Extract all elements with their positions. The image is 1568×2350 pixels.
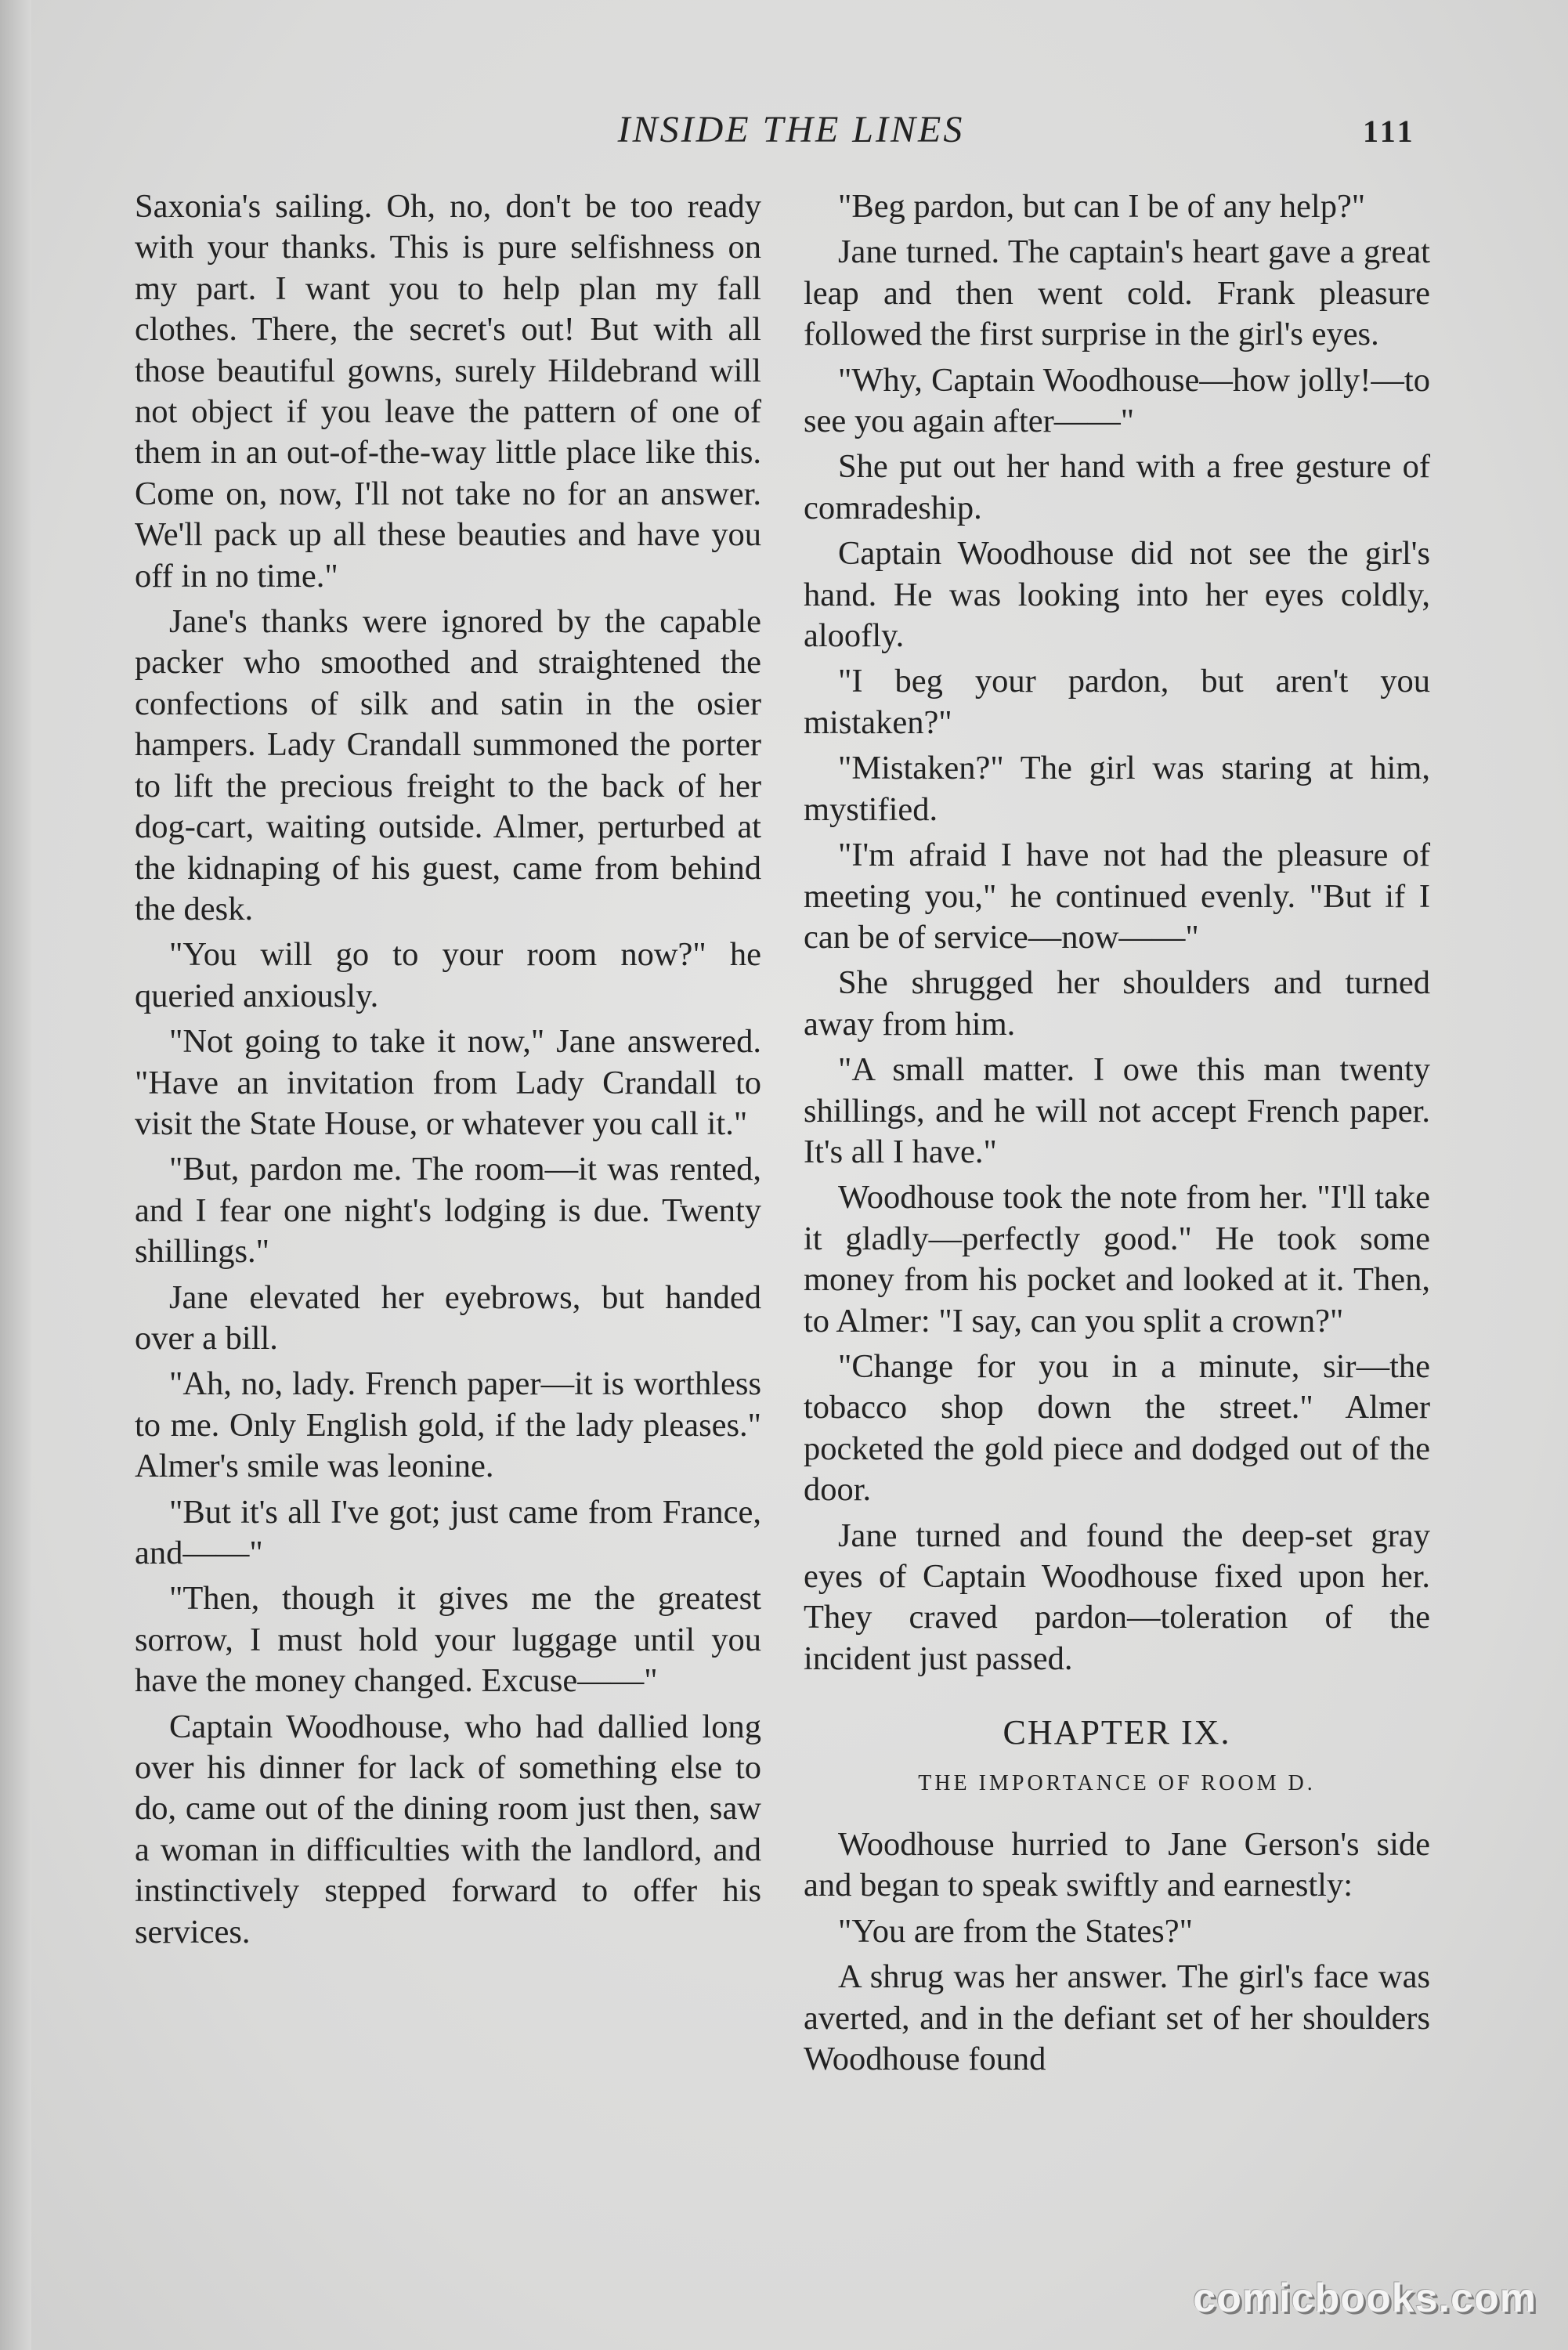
paragraph: Woodhouse took the note from her. "I'll take it gladly—perfectly good." He took some money from his pocket and looked at it. Then, to Almer: "I say, can you split a crown?"	[804, 1179, 1430, 1340]
paragraph: "Beg pardon, but can I be of any help?"	[838, 188, 1366, 225]
paragraph: "Change for you in a minute, sir—the tobacco shop down the street." Almer pocketed the gold piece and dodged out of the door.	[804, 1347, 1430, 1509]
page-binding-edge	[0, 0, 31, 2350]
paragraph: "Why, Captain Woodhouse—how jolly!—to see you again after——"	[804, 361, 1430, 440]
chapter-heading: CHAPTER IX.	[1003, 1713, 1231, 1752]
paragraph: She put out her hand with a free gesture of comradeship.	[804, 448, 1430, 526]
paragraph: "Ah, no, lady. French paper—it is worthless to me. Only English gold, if the lady pleases." Almer's smile was leonine.	[135, 1365, 761, 1485]
paragraph: Jane turned and found the deep-set gray eyes of Captain Woodhouse fixed upon her. They craved pardon—toleration of the incident just passed.	[804, 1517, 1430, 1677]
watermark-logo: comicbooks.com	[1193, 2276, 1537, 2321]
paragraph: "But, pardon me. The room—it was rented, and I fear one night's lodging is due. Twenty shillings."	[135, 1151, 761, 1271]
paragraph: Saxonia's sailing. Oh, no, don't be too ready with your thanks. This is pure selfishness on my part. I want you to help plan my fall clothes. There, the secret's out! But with all those beautiful gowns, surely Hildebrand will not object if you leave the pattern of one of them in an out-of-the-way little place like this. Come on, now, I'll not take no for an answer. We'll pack up all these beauties and have you off in no time."	[135, 188, 761, 595]
page-header	[0, 108, 1568, 155]
running-title: INSIDE THE LINES	[617, 109, 965, 150]
paragraph: Jane elevated her eyebrows, but handed over a bill.	[135, 1278, 761, 1357]
paragraph: Captain Woodhouse, who had dallied long over his dinner for lack of something else to do, came out of the dining room just then, saw a woman in difficulties with the landlord, and instinctively stepped forward to offer his services.	[135, 1708, 761, 1950]
left-column	[135, 186, 761, 1958]
paragraph: "Then, though it gives me the greatest sorrow, I must hold your luggage until you have the money changed. Excuse——"	[135, 1580, 761, 1700]
paragraph: "You will go to your room now?" he queried anxiously.	[135, 936, 761, 1014]
paragraph: "You are from the States?"	[838, 1912, 1193, 1950]
paragraph: Jane's thanks were ignored by the capable packer who smoothed and straightened the confections of silk and satin in the osier hampers. Lady Crandall summoned the porter to lift the precious freight to the back of her dog-cart, waiting outside. Almer, perturbed at the kidnaping of his guest, came from behind the desk.	[135, 603, 761, 927]
paragraph: Woodhouse hurried to Jane Gerson's side and began to speak swiftly and earnestly:	[804, 1826, 1430, 1904]
paragraph: She shrugged her shoulders and turned away from him.	[804, 964, 1430, 1043]
paragraph: "I beg your pardon, but aren't you mistaken?"	[804, 663, 1430, 741]
paragraph: Jane turned. The captain's heart gave a great leap and then went cold. Frank pleasure followed the first surprise in the girl's eyes.	[804, 233, 1430, 353]
paragraph: "A small matter. I owe this man twenty shillings, and he will not accept French paper. It's all I have."	[804, 1051, 1430, 1170]
paragraph: "Not going to take it now," Jane answered. "Have an invitation from Lady Crandall to visit the State House, or whatever you call it."	[135, 1023, 761, 1142]
paragraph: "Mistaken?" The girl was staring at him, mystified.	[804, 750, 1430, 828]
paragraph: Captain Woodhouse did not see the girl's hand. He was looking into her eyes coldly, aloofly.	[804, 535, 1430, 655]
chapter-subtitle: THE IMPORTANCE OF ROOM D.	[918, 1770, 1316, 1795]
paragraph: "But it's all I've got; just came from France, and——"	[135, 1493, 761, 1571]
page-number: 111	[1363, 114, 1416, 149]
right-column	[804, 186, 1430, 2084]
paragraph: "I'm afraid I have not had the pleasure of meeting you," he continued evenly. "But if I can be of service—now——"	[804, 837, 1430, 956]
paragraph: A shrug was her answer. The girl's face was averted, and in the defiant set of her shoulders Woodhouse found	[804, 1958, 1430, 2078]
